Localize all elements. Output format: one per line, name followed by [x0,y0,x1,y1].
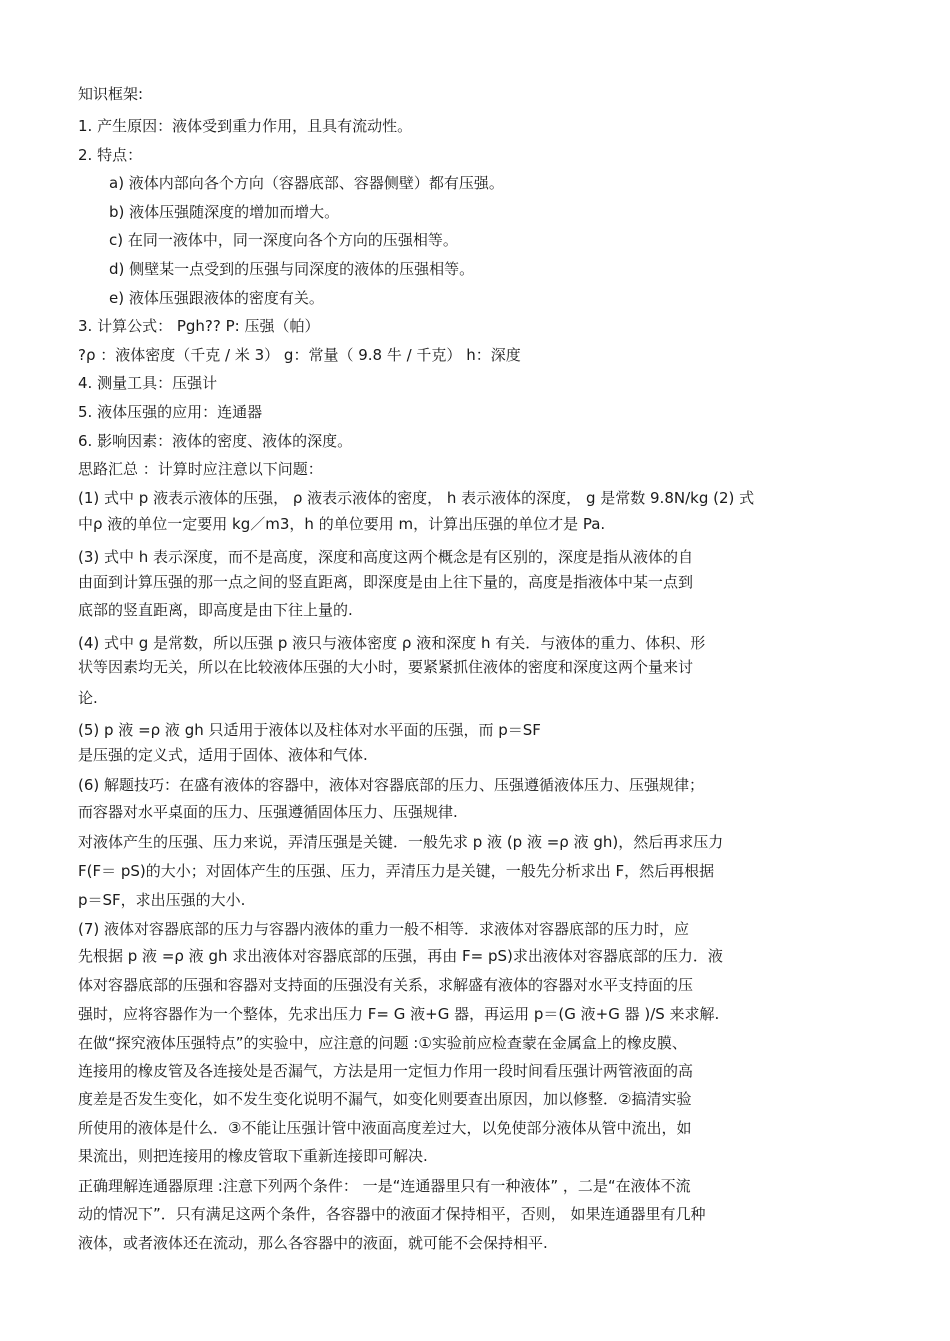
note-4-line-3: 论. [78,689,98,707]
note-4-line-1: (4) 式中 g 是常数，所以压强 p 液只与液体密度 ρ 液和深度 h 有关．与液体的重力、体积、形 [78,634,706,652]
note-7-line-2: 先根据 p 液 =ρ 液 gh 求出液体对容器底部的压强，再由 F= pS)求出液体对容器底部的压力．液 [78,947,723,965]
note-6-line-1: (6) 解题技巧：在盛有液体的容器中，液体对容器底部的压力、压强遵循液体压力、压强规律； [78,776,705,794]
item-features: 2. 特点： [78,146,143,164]
note-1-line-1: (1) 式中 p 液表示液体的压强， ρ 液表示液体的密度， h 表示液体的深度， g 是常数 9.8N/kg (2) 式 [78,489,755,507]
item-factors: 6. 影响因素：液体的密度、液体的深度。 [78,432,353,450]
note-3-line-2: 由面到计算压强的那一点之间的竖直距离，即深度是由上往下量的，高度是指液体中某一点到 [78,573,694,591]
item-measuring-tool: 4. 测量工具：压强计 [78,374,218,392]
experiment-line-5: 果流出，则把连接用的橡皮管取下重新连接即可解决. [78,1147,428,1165]
note-6-line-4: F(F＝ pS)的大小；对固体产生的压强、压力，弄清压力是关键，一般先分析求出 F，然后再根据 [78,862,715,880]
note-6-line-2: 而容器对水平桌面的压力、压强遵循固体压力、压强规律. [78,803,458,821]
experiment-line-4: 所使用的液体是什么．③不能让压强计管中液面高度差过大，以免使部分液体从管中流出，如 [78,1119,692,1137]
note-7-line-4: 强时，应将容器作为一个整体，先求出压力 F= G 液+G 器，再运用 p＝(G 液+G 器 )/S 来求解. [78,1005,720,1023]
note-1-line-2: 中ρ 液的单位一定要用 kg／m3，h 的单位要用 m，计算出压强的单位才是 Pa. [78,515,606,533]
item-formula: 3. 计算公式： Pgh?? P: 压强（帕） [78,317,320,335]
note-3-line-1: (3) 式中 h 表示深度，而不是高度，深度和高度这两个概念是有区别的，深度是指从液体的自 [78,548,694,566]
feature-a: a) 液体内部向各个方向（容器底部、容器侧壁）都有压强。 [109,174,504,192]
note-6-line-5: p＝SF，求出压强的大小. [78,891,246,909]
note-3-line-3: 底部的竖直距离，即高度是由下往上量的. [78,601,353,619]
experiment-line-2: 连接用的橡皮管及各连接处是否漏气，方法是用一定恒力作用一段时间看压强计两管液面的高 [78,1062,694,1080]
feature-e: e) 液体压强跟液体的密度有关。 [109,289,324,307]
note-5-line-2: 是压强的定义式，适用于固体、液体和气体. [78,746,368,764]
experiment-line-1: 在做“探究液体压强特点”的实验中，应注意的问题 :①实验前应检查蒙在金属盒上的橡皮膜、 [78,1034,687,1052]
feature-b: b) 液体压强随深度的增加而增大。 [109,203,340,221]
summary-heading: 思路汇总 ：计算时应注意以下问题： [78,460,323,478]
note-7-line-3: 体对容器底部的压强和容器对支持面的压强没有关系，求解盛有液体的容器对水平支持面的压 [78,976,694,994]
note-4-line-2: 状等因素均无关，所以在比较液体压强的大小时，要紧紧抓住液体的密度和深度这两个量来讨 [78,658,694,676]
item-cause: 1. 产生原因：液体受到重力作用，且具有流动性。 [78,117,413,135]
item-application: 5. 液体压强的应用：连通器 [78,403,263,421]
note-6-line-3: 对液体产生的压强、压力来说，弄清压强是关键．一般先求 p 液 (p 液 =ρ 液 gh)，然后再求压力 [78,833,724,851]
note-5-line-1: (5) p 液 =ρ 液 gh 只适用于液体以及柱体对水平面的压强，而 p＝SF [78,721,541,739]
knowledge-framework-heading: 知识框架: [78,85,144,103]
connector-line-1: 正确理解连通器原理 :注意下列两个条件： 一是“连通器里只有一种液体” ，二是“在液体不流 [78,1177,691,1195]
connector-line-3: 液体，或者液体还在流动，那么各容器中的液面，就可能不会保持相平. [78,1234,548,1252]
experiment-line-3: 度差是否发生变化，如不发生变化说明不漏气，如变化则要查出原因，加以修整．②搞清实验 [78,1090,692,1108]
connector-line-2: 动的情况下”．只有满足这两个条件，各容器中的液面才保持相平，否则， 如果连通器里有几种 [78,1205,706,1223]
feature-d: d) 侧壁某一点受到的压强与同深度的液体的压强相等。 [109,260,475,278]
feature-c: c) 在同一液体中，同一深度向各个方向的压强相等。 [109,231,458,249]
formula-variables: ?ρ ：液体密度（千克 / 米 3） g：常量（ 9.8 牛 / 千克） h：深度 [78,346,521,364]
note-7-line-1: (7) 液体对容器底部的压力与容器内液体的重力一般不相等．求液体对容器底部的压力时，应 [78,920,690,938]
